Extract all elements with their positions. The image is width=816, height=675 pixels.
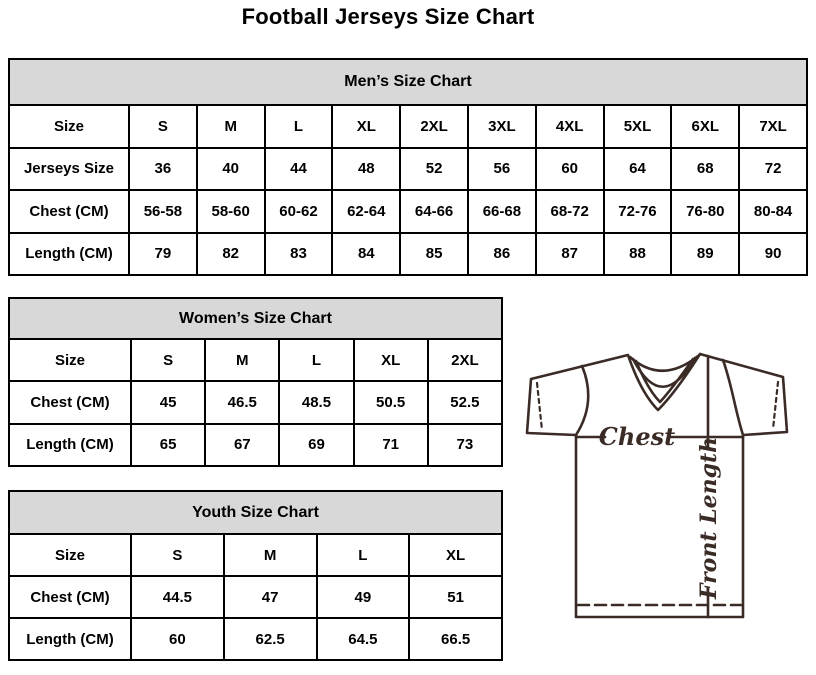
table-row — [9, 105, 807, 148]
jersey-diagram-svg — [515, 345, 805, 630]
table-cell: 36 — [129, 148, 197, 191]
table-cell: 64.5 — [317, 618, 410, 660]
table-cell: Jerseys Size — [9, 148, 129, 191]
table-cell: 52.5 — [428, 381, 502, 423]
table-cell: 48.5 — [279, 381, 353, 423]
table-cell: 7XL — [739, 105, 807, 148]
table-cell: 85 — [400, 233, 468, 276]
table-cell: 68 — [671, 148, 739, 191]
table-row — [9, 190, 807, 233]
table-cell: Size — [9, 534, 131, 576]
womens-size-table — [8, 297, 503, 467]
table-cell: 64 — [604, 148, 672, 191]
table-title: Women’s Size Chart — [9, 298, 502, 339]
table-cell: L — [279, 339, 353, 381]
table-cell: 84 — [332, 233, 400, 276]
table-cell: 44.5 — [131, 576, 224, 618]
table-cell: 4XL — [536, 105, 604, 148]
table-row — [9, 534, 502, 576]
table-cell: L — [265, 105, 333, 148]
table-cell: 71 — [354, 424, 428, 466]
table-cell: 49 — [317, 576, 410, 618]
table-title: Men’s Size Chart — [9, 59, 807, 105]
table-cell: 46.5 — [205, 381, 279, 423]
table-cell: Length (CM) — [9, 424, 131, 466]
table-cell: 76-80 — [671, 190, 739, 233]
table-cell: S — [131, 339, 205, 381]
table-cell: 60 — [536, 148, 604, 191]
table-cell: 66.5 — [409, 618, 502, 660]
table-cell: Length (CM) — [9, 233, 129, 276]
table-cell: 73 — [428, 424, 502, 466]
table-cell: 60 — [131, 618, 224, 660]
table-row — [9, 424, 502, 466]
table-cell: Size — [9, 339, 131, 381]
table-cell: S — [131, 534, 224, 576]
table-cell: 62-64 — [332, 190, 400, 233]
table-cell: 87 — [536, 233, 604, 276]
table-cell: 5XL — [604, 105, 672, 148]
table-cell: 72 — [739, 148, 807, 191]
table-cell: 68-72 — [536, 190, 604, 233]
chest-label: Chest — [598, 422, 676, 451]
table-cell: 88 — [604, 233, 672, 276]
table-cell: 48 — [332, 148, 400, 191]
table-cell: 83 — [265, 233, 333, 276]
table-cell: 60-62 — [265, 190, 333, 233]
table-cell: L — [317, 534, 410, 576]
table-cell: 47 — [224, 576, 317, 618]
table-cell: 65 — [131, 424, 205, 466]
table-row — [9, 233, 807, 276]
table-cell: Size — [9, 105, 129, 148]
mens-size-table — [8, 58, 808, 276]
table-cell: 44 — [265, 148, 333, 191]
table-title: Youth Size Chart — [9, 491, 502, 534]
table-cell: Chest (CM) — [9, 381, 131, 423]
table-title-row — [9, 59, 807, 105]
jersey-measurement-diagram — [515, 345, 805, 630]
table-cell: XL — [332, 105, 400, 148]
table-cell: Length (CM) — [9, 618, 131, 660]
page-title: Football Jerseys Size Chart — [241, 4, 535, 29]
table-cell: 6XL — [671, 105, 739, 148]
youth-size-table — [8, 490, 503, 661]
table-cell: 2XL — [400, 105, 468, 148]
table-cell: M — [197, 105, 265, 148]
table-cell: 80-84 — [739, 190, 807, 233]
table-cell: 2XL — [428, 339, 502, 381]
table-title-row — [9, 491, 502, 534]
table-cell: 58-60 — [197, 190, 265, 233]
table-row — [9, 618, 502, 660]
front-length-label: Front Length — [696, 436, 722, 600]
jersey-outline — [527, 354, 787, 617]
table-row — [9, 381, 502, 423]
table-cell: 90 — [739, 233, 807, 276]
table-cell: 56-58 — [129, 190, 197, 233]
table-cell: 67 — [205, 424, 279, 466]
table-cell: M — [224, 534, 317, 576]
table-cell: 50.5 — [354, 381, 428, 423]
table-cell: 66-68 — [468, 190, 536, 233]
table-cell: M — [205, 339, 279, 381]
table-cell: 86 — [468, 233, 536, 276]
table-cell: XL — [354, 339, 428, 381]
table-cell: Chest (CM) — [9, 190, 129, 233]
table-row — [9, 576, 502, 618]
table-cell: 40 — [197, 148, 265, 191]
table-cell: 82 — [197, 233, 265, 276]
table-cell: 62.5 — [224, 618, 317, 660]
table-cell: 3XL — [468, 105, 536, 148]
table-cell: 72-76 — [604, 190, 672, 233]
table-cell: 45 — [131, 381, 205, 423]
table-cell: 64-66 — [400, 190, 468, 233]
table-cell: XL — [409, 534, 502, 576]
table-cell: 51 — [409, 576, 502, 618]
table-cell: 69 — [279, 424, 353, 466]
table-title-row — [9, 298, 502, 339]
table-cell: S — [129, 105, 197, 148]
table-cell: 56 — [468, 148, 536, 191]
table-row — [9, 148, 807, 191]
table-cell: 79 — [129, 233, 197, 276]
table-row — [9, 339, 502, 381]
table-cell: 52 — [400, 148, 468, 191]
table-cell: 89 — [671, 233, 739, 276]
table-cell: Chest (CM) — [9, 576, 131, 618]
